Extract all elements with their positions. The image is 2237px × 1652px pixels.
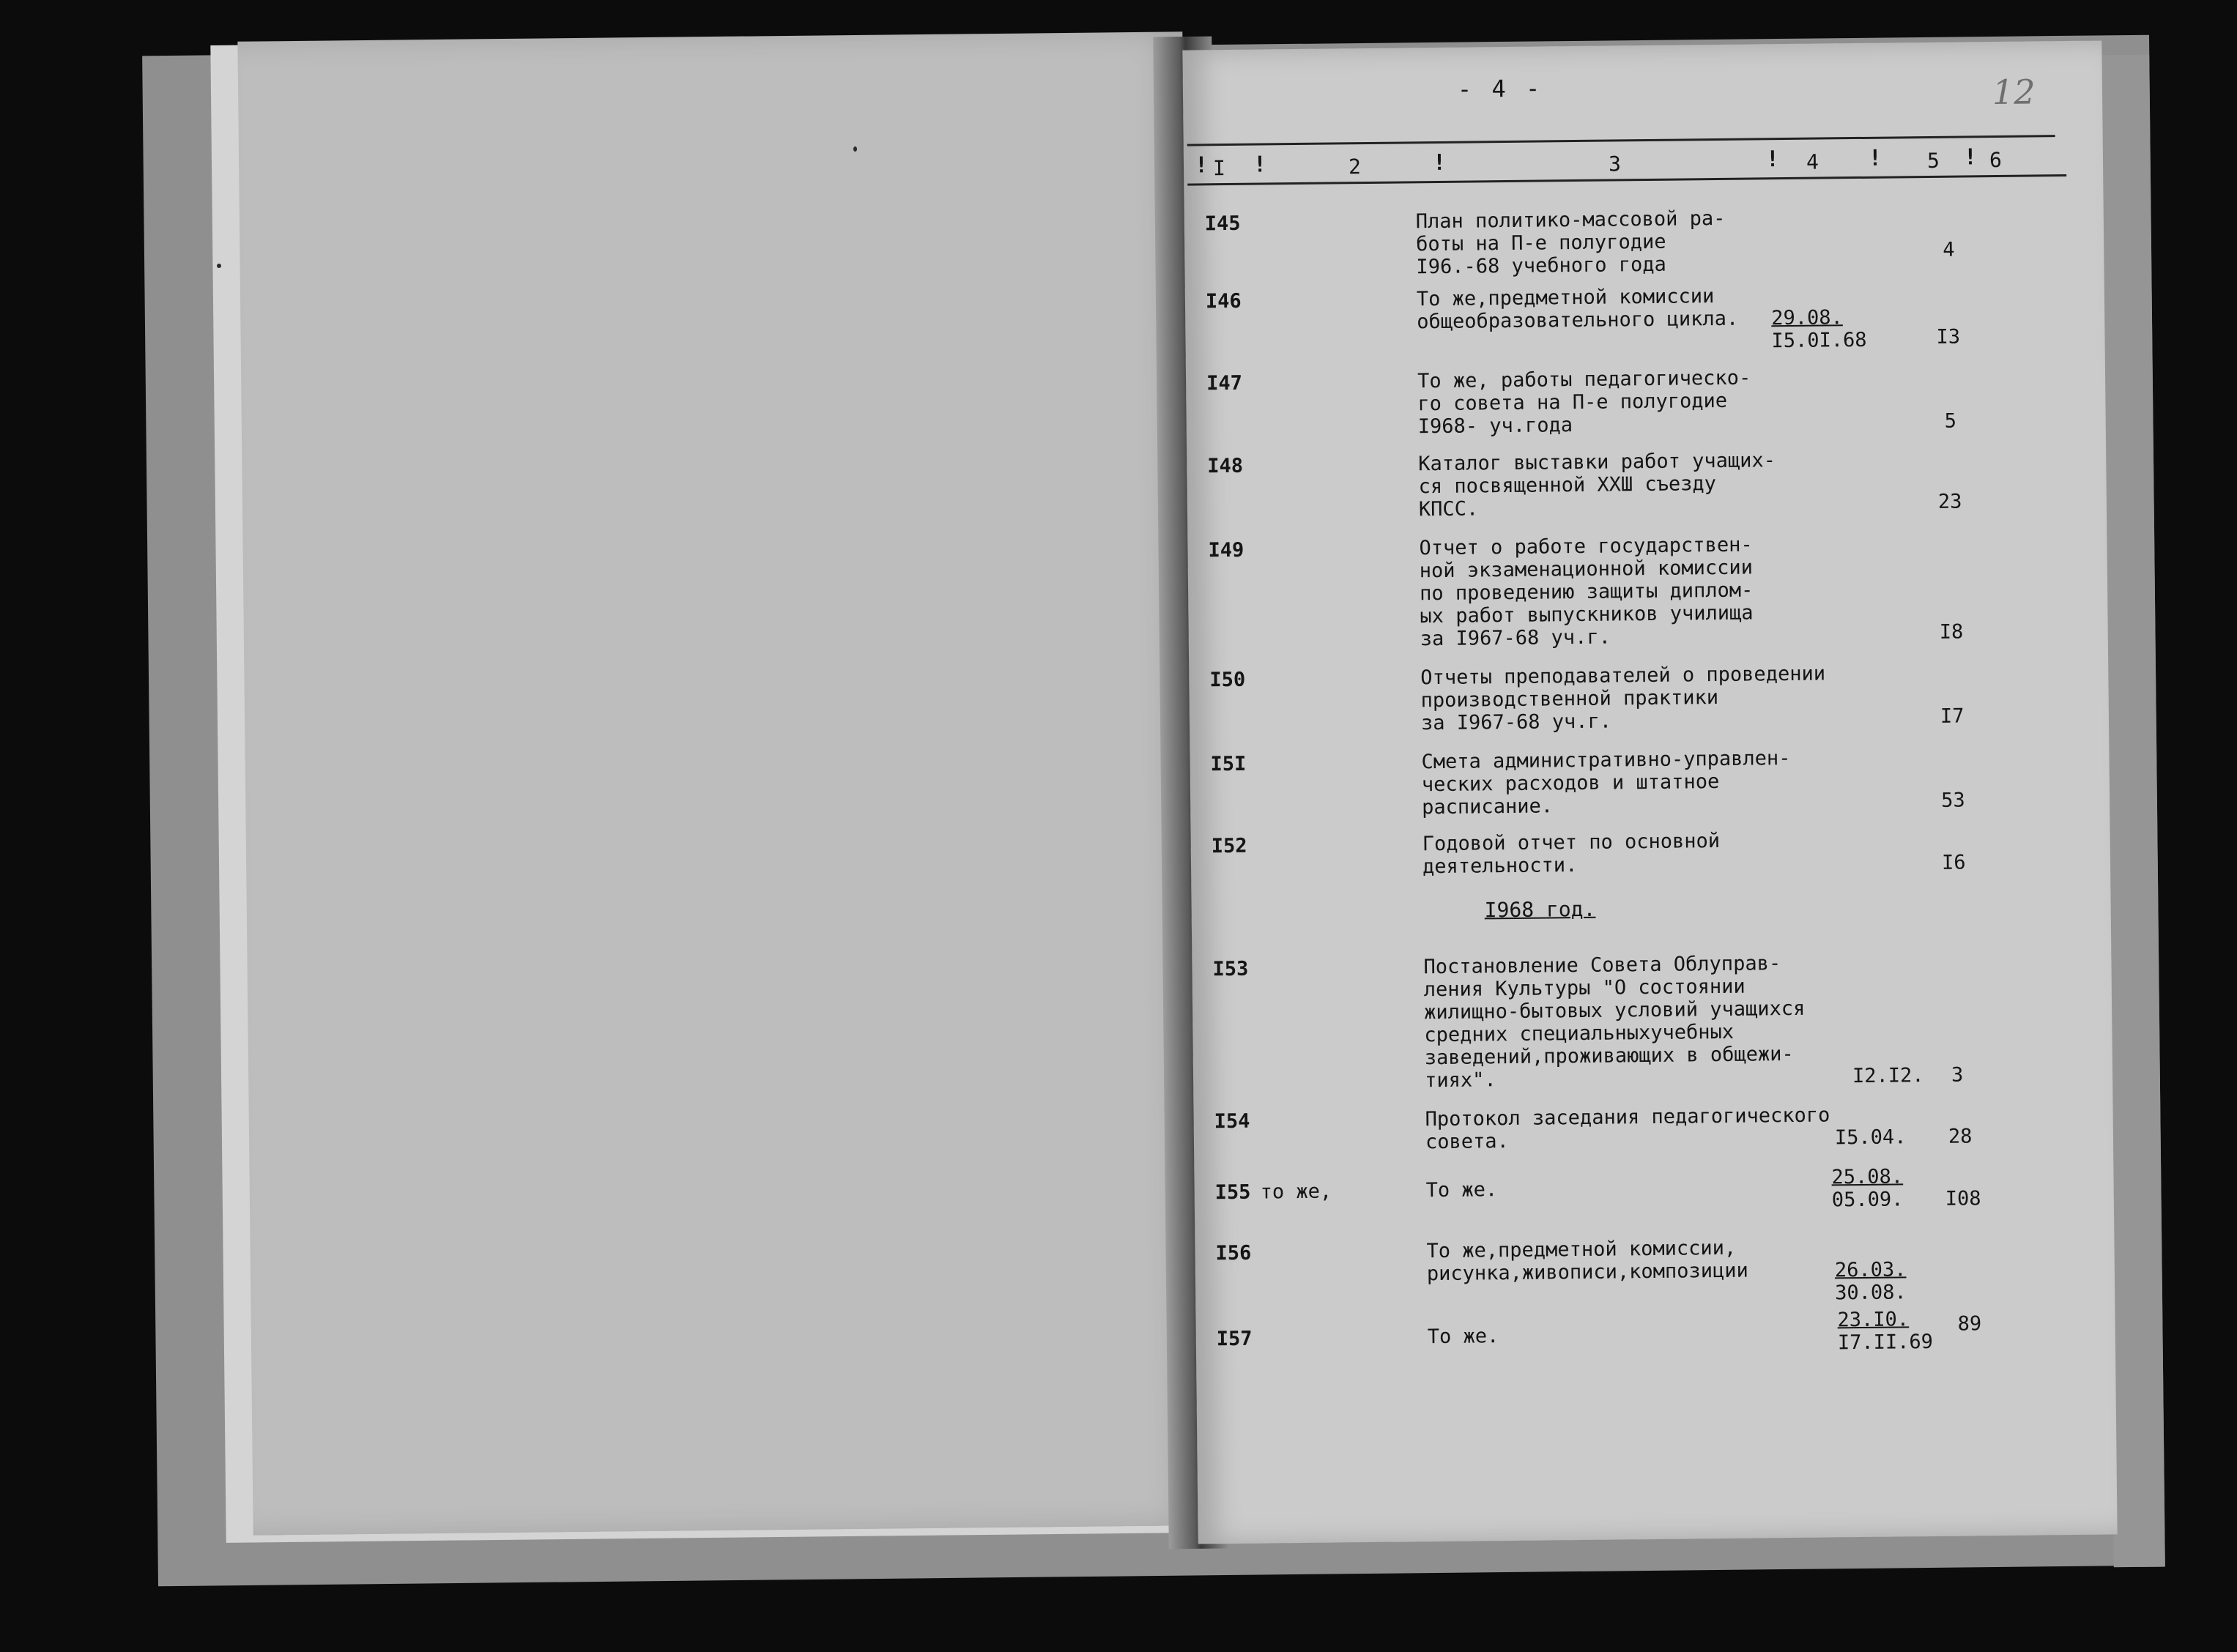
column-separator: ! [1765, 146, 1780, 173]
page-number: - 4 - [1457, 74, 1543, 103]
column-number-1: I [1212, 156, 1226, 181]
entry-description: То же,предметной комиссии общеобразовательного цикла. [1416, 285, 1739, 334]
entry-date-range [1835, 1258, 1907, 1304]
entry-date-range [1835, 1125, 1907, 1149]
entry-date-end: 30.08. [1835, 1281, 1907, 1305]
entry-number: I55 [1214, 1180, 1251, 1205]
inventory-sheet [1182, 40, 2117, 1544]
entry-description: Протокол заседания педагогического совета. [1425, 1104, 1830, 1154]
entry-sheet-count: 3 [1951, 1063, 1964, 1087]
column-number-3: 3 [1608, 152, 1622, 176]
column-separator: ! [1194, 152, 1209, 179]
entry-date-start: I2.I2. [1852, 1064, 1924, 1088]
entry-sheet-count: I08 [1945, 1187, 1981, 1210]
entry-date-start: 26.03. [1834, 1258, 1907, 1282]
header-rule-top [1187, 135, 2055, 146]
entry-date-range [1837, 1308, 1933, 1354]
entry-date-range [1831, 1165, 1903, 1211]
year-heading: I968 год. [1484, 896, 1596, 923]
entry-number: I48 [1207, 454, 1244, 478]
entry-number: I46 [1205, 289, 1242, 313]
entry-sheet-count: 5 [1944, 409, 1957, 433]
entry-description: План политико-массовой ра- боты на П-е полугодие I96.-68 учебного года [1415, 206, 1726, 279]
entry-sheet-count: 4 [1943, 238, 1955, 261]
entry-date-end: I7.II.69 [1837, 1330, 1934, 1355]
entry-date-end: I5.0I.68 [1771, 328, 1867, 353]
entry-date-start: I5.04. [1834, 1125, 1907, 1150]
entry-sheet-count: I3 [1936, 325, 1961, 349]
entry-date-start: 23.I0. [1837, 1308, 1910, 1332]
entry-date-range [1852, 1064, 1924, 1087]
column-number-2: 2 [1348, 155, 1362, 179]
entry-number: I53 [1212, 957, 1249, 981]
entry-number: I57 [1216, 1327, 1253, 1351]
entry-number: I5I [1210, 752, 1247, 776]
entry-sheet-count: I7 [1940, 704, 1965, 728]
entry-sheet-count: 28 [1948, 1125, 1973, 1148]
entry-sheet-count: I8 [1939, 620, 1964, 644]
entry-sheet-count: I6 [1941, 851, 1966, 874]
entry-date-start: 25.08. [1831, 1165, 1904, 1189]
entry-date-start: 29.08. [1771, 306, 1843, 330]
entry-number: I56 [1215, 1241, 1252, 1265]
dust-speck [853, 146, 857, 152]
entry-column-2: то же, [1260, 1180, 1332, 1204]
entry-number: I45 [1204, 212, 1241, 236]
header-rule-bottom [1187, 174, 2066, 186]
entry-description: То же, работы педагогическо- го совета на П-е полугодие I968- уч.года [1417, 366, 1751, 439]
entry-description: Годовой отчет по основной деятельности. [1422, 830, 1721, 879]
entry-description: То же,предметной комиссии, рисунка,живописи,композиции [1426, 1236, 1748, 1286]
entry-sheet-count: 53 [1940, 789, 1965, 812]
entry-description: Каталог выставки работ учащих- ся посвященной XXШ съезду КПСС. [1418, 449, 1776, 521]
entry-number: I50 [1209, 668, 1246, 692]
entry-sheet-count: 89 [1957, 1312, 1982, 1336]
entry-sheet-count: 23 [1937, 490, 1962, 513]
left-page-blank [237, 31, 1198, 1535]
dust-speck [217, 264, 221, 268]
entry-number: I54 [1214, 1109, 1250, 1134]
column-separator: ! [1963, 144, 1978, 171]
column-separator: ! [1432, 149, 1447, 176]
column-number-6: 6 [1989, 147, 2003, 173]
entry-description: То же. [1427, 1325, 1499, 1349]
entry-description: То же. [1425, 1178, 1498, 1202]
column-number-5: 5 [1926, 148, 1940, 173]
entry-number: I52 [1211, 834, 1247, 858]
column-separator: ! [1253, 152, 1267, 178]
entry-description: Отчеты преподавателей о проведении производственной практики за I967-68 уч.г. [1420, 662, 1826, 735]
entry-description: Отчет о работе государствен- ной экзаменационной комиссии по проведению защиты диплом- ых работ выпускников училища за I967-68 уч.г. [1419, 533, 1754, 651]
column-separator: ! [1868, 145, 1882, 171]
column-number-4: 4 [1806, 149, 1819, 174]
entry-date-end: 05.09. [1831, 1188, 1904, 1212]
entry-number: I49 [1208, 538, 1244, 562]
entry-description: Постановление Совета Облуправ- ления Культуры "О состоянии жилищно-бытовых условий учащихся средних специальныхучебных заведений,проживающих в общежи- тиях". [1423, 952, 1806, 1093]
entry-description: Смета административно-управлен- ческих расходов и штатное расписание. [1421, 746, 1791, 819]
entry-date-range [1771, 306, 1867, 352]
archive-sheet-mark: 12 [1992, 72, 2036, 113]
entry-number: I47 [1206, 371, 1243, 395]
